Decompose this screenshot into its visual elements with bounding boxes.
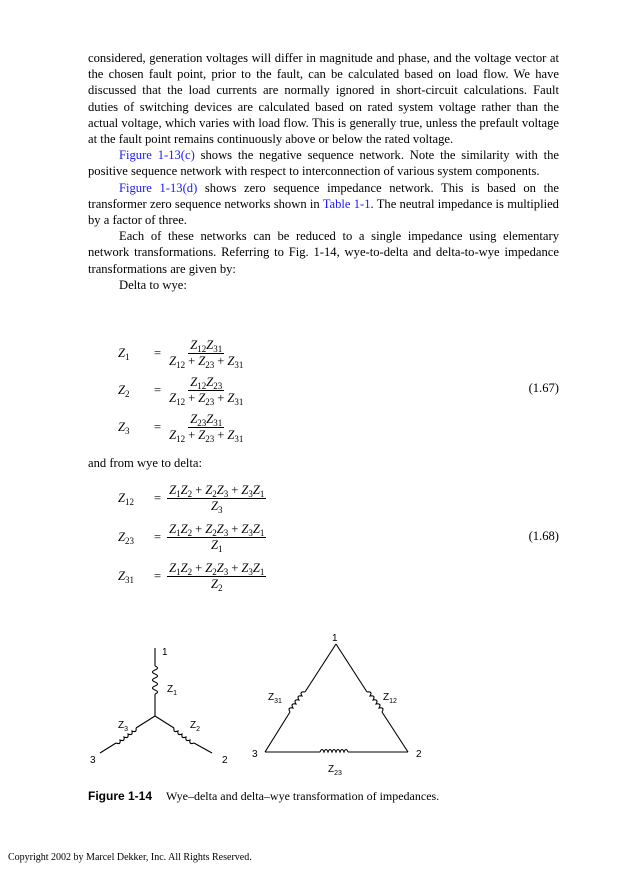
delta-z12-subscript: 12 — [389, 698, 397, 705]
paragraph-text: . The neutral impedance is multiplied by a factor of three. — [88, 196, 559, 228]
figure-caption — [88, 789, 439, 804]
wye-branch-3-tail — [100, 743, 116, 753]
delta-side-31-upper — [305, 644, 336, 692]
delta-inductor-z12 — [367, 692, 383, 712]
wye-branch-2-lead — [155, 716, 174, 728]
wye-z1-subscript: 1 — [173, 690, 178, 697]
delta-z31-label — [268, 692, 282, 705]
delta-side-12-upper — [336, 644, 367, 692]
delta-z31-subscript: 31 — [274, 698, 282, 705]
wye-labels — [90, 647, 228, 766]
wye-branch-3-lead — [136, 716, 155, 728]
delta-side-31-lower — [265, 712, 290, 752]
equation-z31: $Z_{31}$ = $\frac{Z_1Z_2 + Z_2Z_3 + Z_3Z_1}{Z_2}$ — [118, 560, 265, 593]
delta-labels — [252, 633, 422, 777]
wye-z1-letter: Z — [167, 684, 174, 695]
wye-z2-letter: Z — [190, 720, 197, 731]
delta-z23-label — [328, 764, 342, 777]
wye-inductor-z1 — [153, 666, 158, 694]
equation-z2: $Z_2$ = $\frac{Z_{12}Z_{23}}{Z_{12} + Z_{23} + Z_{31}}$ — [118, 374, 244, 407]
equation-1-67 — [118, 335, 559, 445]
wye-to-delta-heading: and from wye to delta: — [88, 456, 203, 470]
figure-caption-text: Wye–delta and delta–wye transformation of impedances. — [166, 789, 440, 803]
delta-node-3-label: 3 — [252, 749, 258, 760]
wye-z2-subscript: 2 — [196, 726, 201, 733]
delta-z12-label — [383, 692, 397, 705]
figure-1-13d-link[interactable]: Figure 1-13(d) — [119, 180, 198, 195]
wye-to-delta-text — [88, 455, 559, 471]
body-text — [88, 50, 559, 293]
wye-z3-label — [118, 720, 128, 733]
equation-z12: $Z_{12}$ = $\frac{Z_1Z_2 + Z_2Z_3 + Z_3Z_1}{Z_3}$ — [118, 482, 265, 515]
paragraph-text: shows zero sequence impedance network. This is based on the transformer zero sequence networks shown in — [88, 180, 559, 211]
table-1-1-link[interactable]: Table 1-1 — [322, 196, 371, 211]
delta-z31-letter: Z — [268, 692, 275, 703]
figure-1-13c-link[interactable]: Figure 1-13(c) — [119, 148, 195, 163]
wye-node-1-label: 1 — [162, 647, 168, 658]
paragraph-zero-sequence — [88, 180, 559, 229]
wye-network — [100, 648, 212, 753]
equation-number-1-67: (1.67) — [528, 381, 559, 395]
delta-inductor-z31 — [289, 692, 305, 712]
delta-side-12-lower — [382, 712, 408, 752]
wye-node-3-label: 3 — [90, 755, 96, 766]
delta-z23-letter: Z — [328, 764, 335, 775]
wye-z2-label — [190, 720, 200, 733]
delta-node-1-label: 1 — [332, 633, 338, 644]
equation-number-1-68: (1.68) — [528, 529, 559, 543]
wye-node-2-label: 2 — [222, 755, 228, 766]
equation-z1: $Z_1$ = $\frac{Z_{12}Z_{31}}{Z_{12} + Z_{23} + Z_{31}}$ — [118, 337, 244, 370]
delta-inductor-z23 — [320, 750, 348, 753]
delta-z12-letter: Z — [383, 692, 390, 703]
figure-1-14-diagram — [80, 630, 550, 780]
delta-z23-subscript: 23 — [334, 770, 342, 777]
wye-z3-letter: Z — [118, 720, 125, 731]
paragraph-network-reduction: Each of these networks can be reduced to a single impedance using elementary network transformations. Referring to Fig. 1-14, wye-to-delta and delta-to-wye impedance transformations are given by: — [88, 229, 559, 276]
delta-to-wye-heading: Delta to wye: — [119, 277, 187, 292]
paragraph-text: shows the negative sequence network. Note the similarity with the positive sequence network with respect to interconnection of various system components. — [88, 148, 559, 179]
figure-caption-label: Figure 1-14 — [88, 789, 153, 803]
paragraph-negative-sequence — [88, 147, 559, 179]
equation-z3: $Z_3$ = $\frac{Z_{23}Z_{31}}{Z_{12} + Z_{23} + Z_{31}}$ — [118, 411, 244, 444]
wye-branch-2-tail — [194, 743, 212, 753]
paragraph-load-flow: considered, generation voltages will differ in magnitude and phase, and the voltage vector at the chosen fault point, prior to the fault, can be calculated based on load flow. We have discussed that the load currents are normally ignored in short-circuit calculations. Fault duties of switching devices are calculated based on rated system voltage rather than the actual voltage, which varies with load flow. This is generally true, unless the prefault voltage at the fault point remains continuously above or below the rated voltage. — [88, 51, 559, 147]
wye-z3-subscript: 3 — [124, 726, 129, 733]
equation-z23: $Z_{23}$ = $\frac{Z_1Z_2 + Z_2Z_3 + Z_3Z_1}{Z_1}$ — [118, 521, 265, 554]
equation-1-68 — [118, 480, 559, 595]
copyright-footer: Copyright 2002 by Marcel Dekker, Inc. All Rights Reserved. — [8, 852, 252, 863]
wye-z1-label — [167, 684, 177, 697]
delta-node-2-label: 2 — [416, 749, 422, 760]
